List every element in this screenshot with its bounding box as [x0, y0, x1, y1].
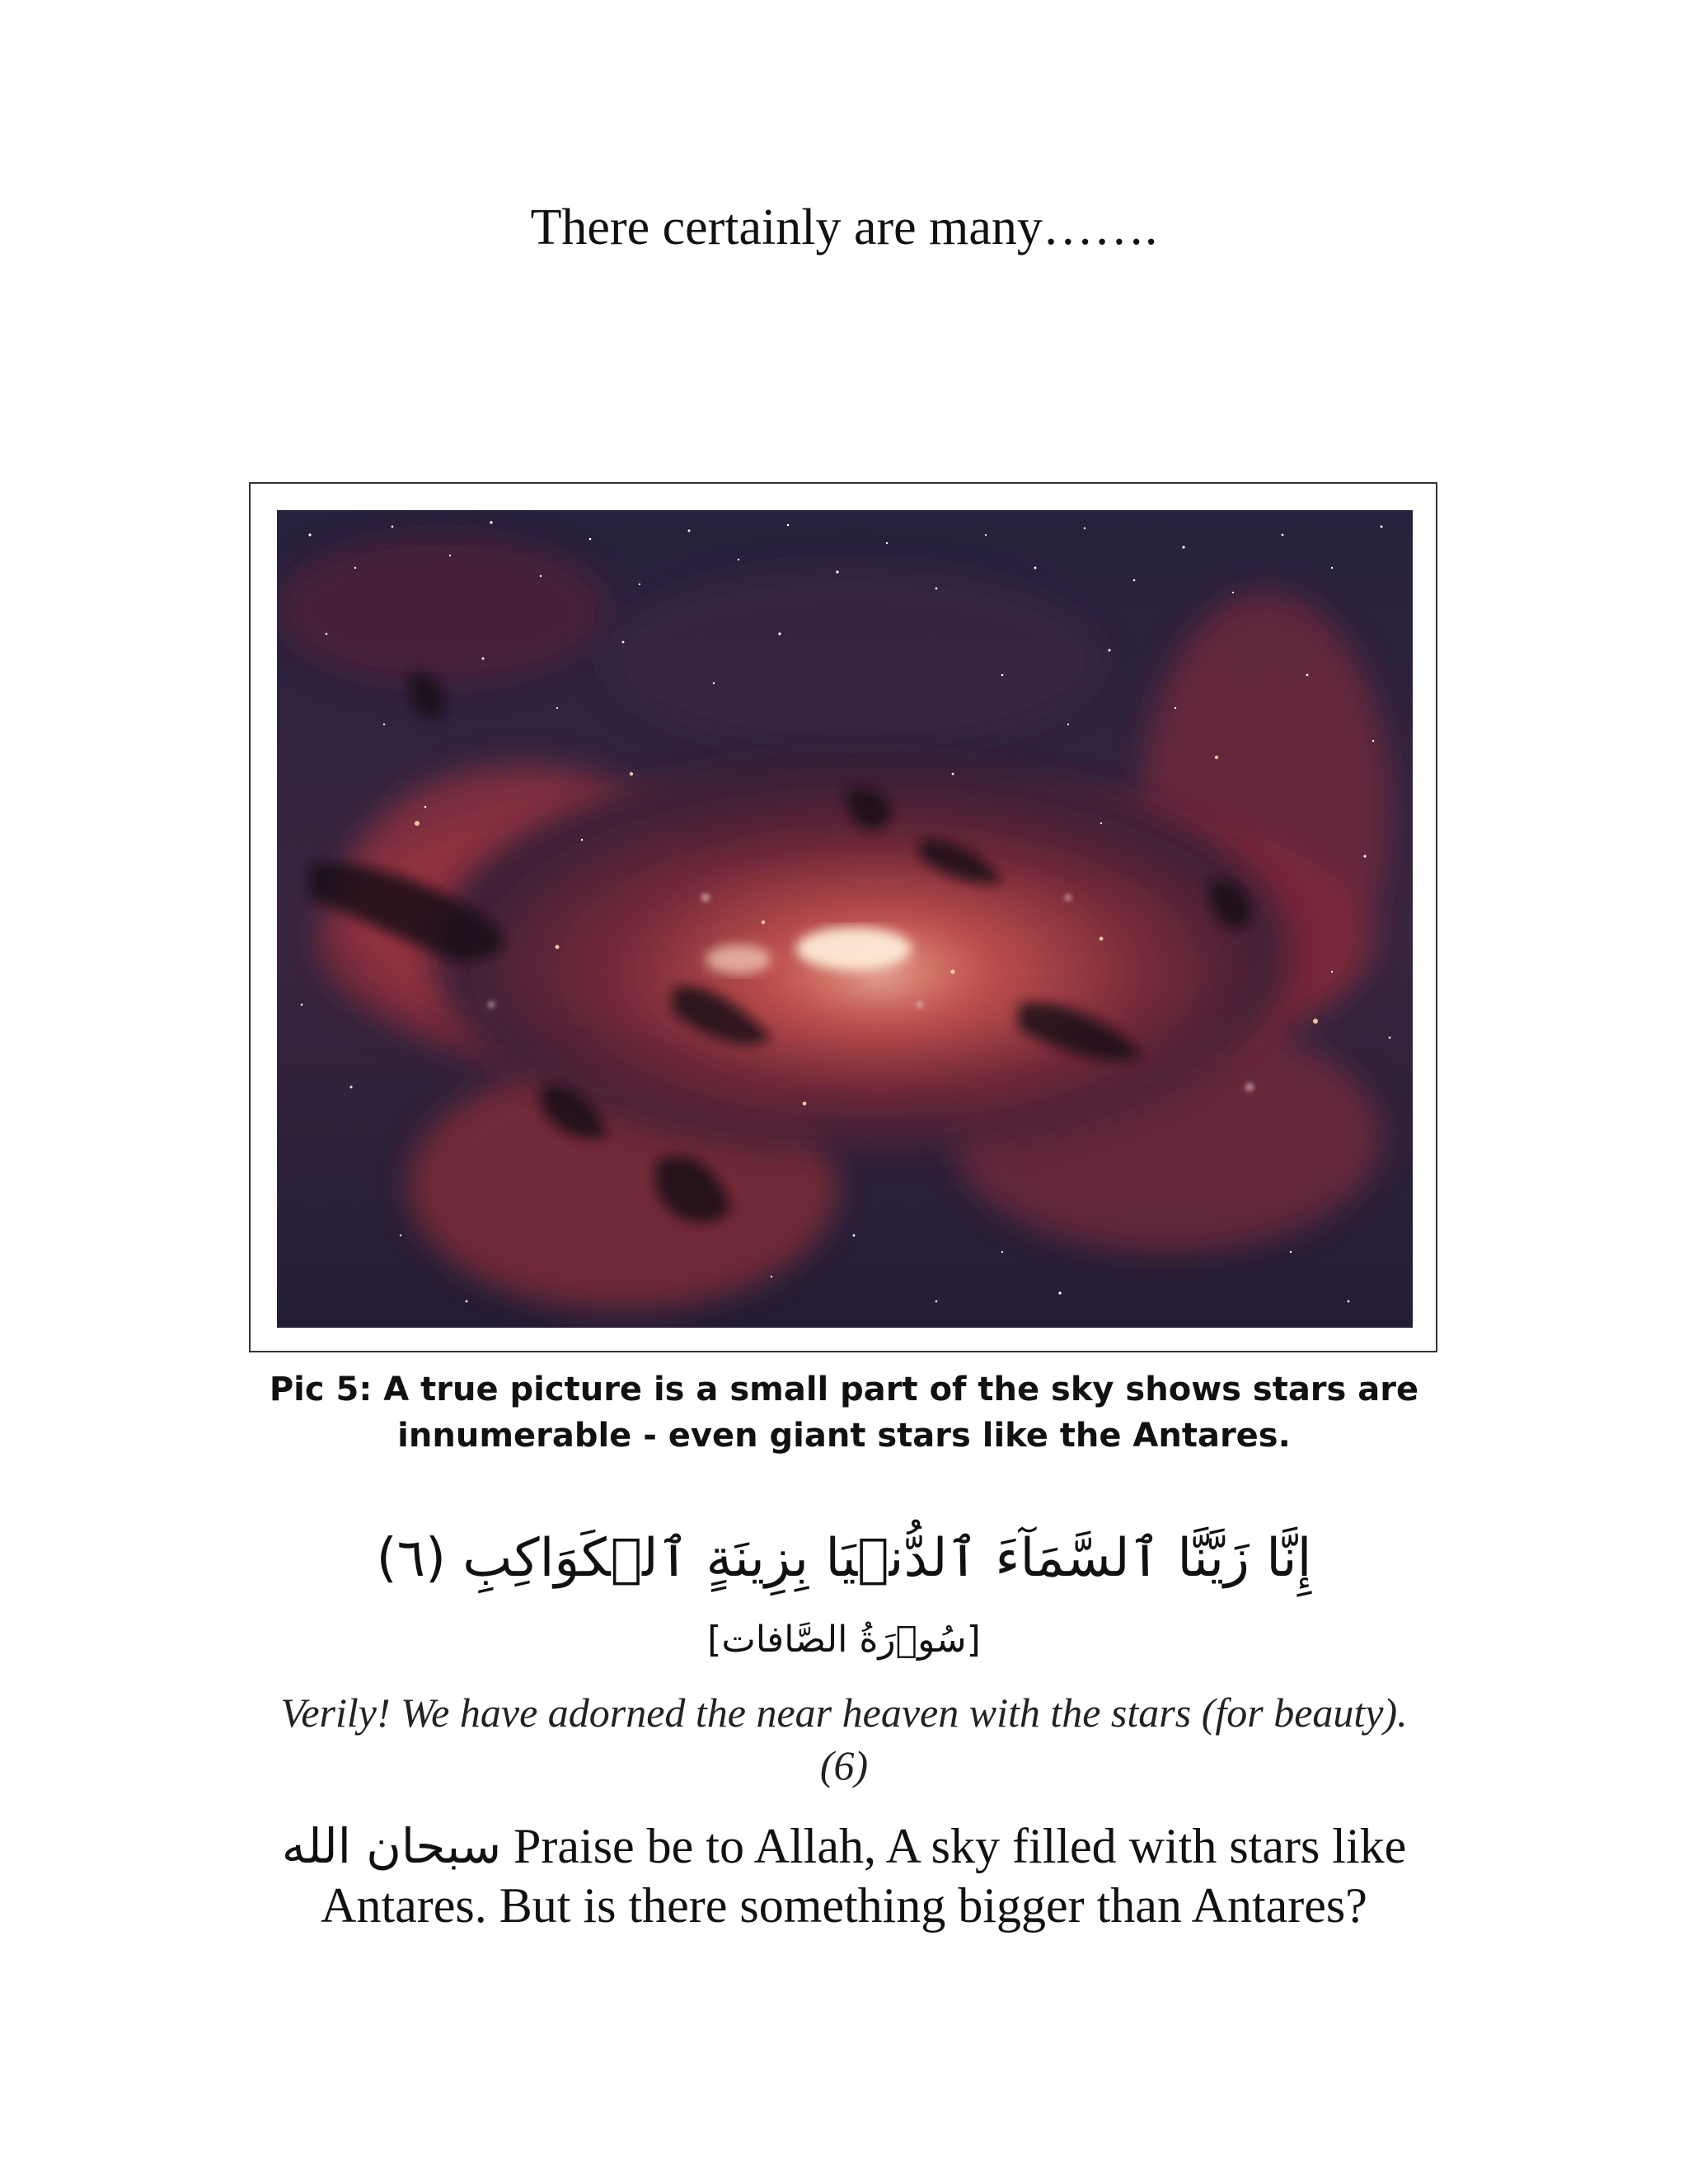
praise-arabic: سبحان الله: [281, 1818, 502, 1874]
surah-reference: [سُوۡرَةُ الصَّافات]: [707, 1619, 981, 1661]
milky-way-image: [277, 510, 1413, 1328]
praise-paragraph: [239, 1816, 1449, 1935]
verse-translation: Verily! We have adorned the near heaven with the stars (for beauty). (6): [280, 1690, 1408, 1788]
quran-verse-arabic: إِنَّا زَيَّنَّا ٱلسَّمَآءَ ٱلدُّنۡيَا بِزِينَةٍ ٱلۡكَوَاكِبِ (٦): [376, 1528, 1312, 1589]
praise-text-line-1: Praise be to Allah, A sky filled with stars like: [513, 1819, 1407, 1873]
praise-text-line-2: Antares. But is there something bigger than Antares?: [321, 1878, 1367, 1933]
caption-line-1: Pic 5: A true picture is a small part of the sky shows stars are: [269, 1371, 1419, 1408]
photo-frame: [249, 482, 1437, 1352]
caption-line-2: innumerable - even giant stars like the Antares.: [397, 1417, 1291, 1455]
page-heading: There certainly are many…….: [530, 199, 1158, 255]
figure-caption: [247, 1366, 1441, 1459]
praise-line-1: [239, 1816, 1449, 1876]
